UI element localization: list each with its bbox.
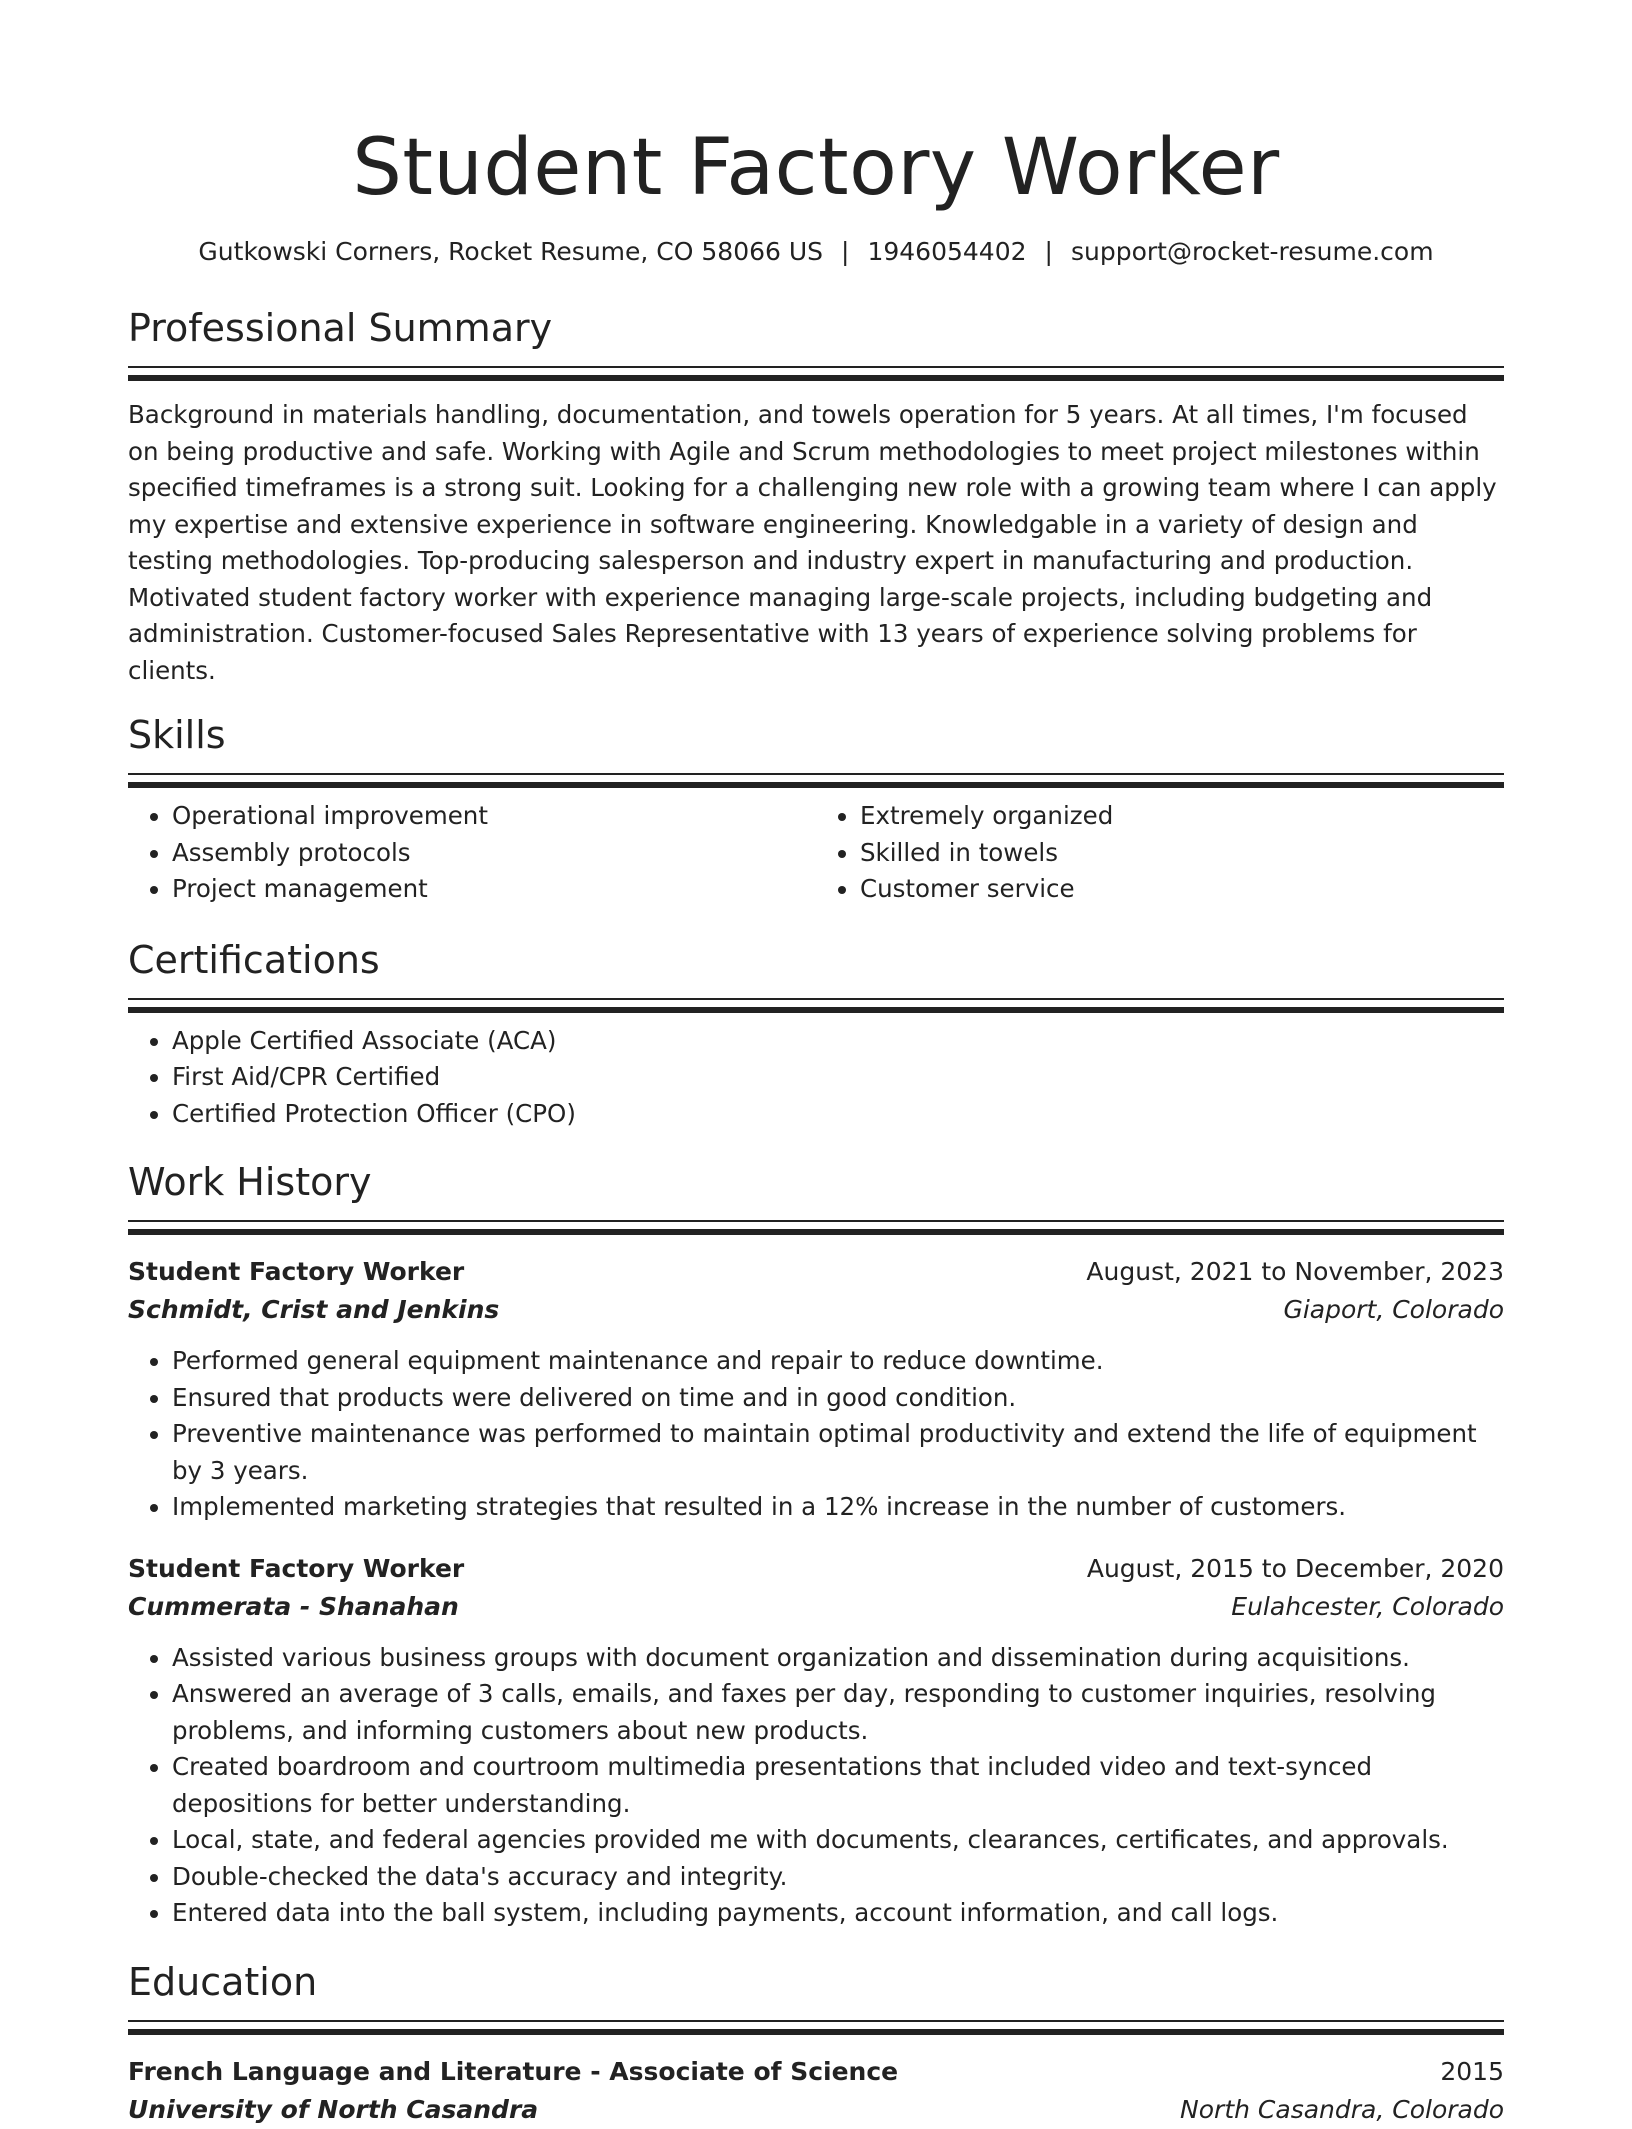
education-school: University of North Casandra [128,2094,539,2124]
job-header [128,1253,1504,1291]
education-entry [128,2053,1504,2129]
skill-item: • Project management [172,871,816,908]
resume-name: Student Factory Worker [352,123,1280,213]
section-title-certifications: Certifications [128,937,380,982]
education-location: North Casandra, Colorado [1180,2094,1504,2124]
contact-address: Gutkowski Corners, Rocket Resume, CO 58066 US [198,237,824,266]
contact-separator: | [841,237,850,266]
section-divider [128,773,1504,788]
section-title-education: Education [128,1959,318,2004]
job-bullet: • Implemented marketing strategies that resulted in a 12% increase in the number of customers. [172,1489,1504,1526]
section-title-work-history: Work History [128,1160,372,1204]
job-bullets [128,1343,1504,1526]
job-bullet: • Answered an average of 3 calls, emails, and faxes per day, responding to customer inquiries, resolving problems, and informing customers about new products. [172,1676,1504,1749]
job-location: Giaport, Colorado [1283,1295,1504,1324]
certifications-section [128,936,1504,1133]
summary-text: Background in materials handling, documentation, and towels operation for 5 years. At all times, I'm focused on being productive and safe. Working with Agile and Scrum methodologies to meet project milestones within specified timeframes is a strong suit. Looking for a challenging new role with a growing team where I can apply my expertise and extensive experience in software engineering. Knowledgable in a variety of design and testing methodologies. Top-producing salesperson and industry expert in manufacturing and production. Motivated student factory worker with experience managing large-scale projects, including budgeting and administration. Customer-focused Sales Representative with 13 years of experience solving problems for clients. [128,400,1497,685]
job-bullet: • Entered data into the ball system, including payments, account information, and call logs. [172,1895,1504,1932]
job-entry [128,1550,1504,1932]
summary-section [128,304,1504,689]
certification-item: • First Aid/CPR Certified [172,1059,1504,1096]
job-dates: August, 2021 to November, 2023 [1086,1257,1504,1286]
job-bullet: • Assisted various business groups with document organization and dissemination during acquisitions. [172,1640,1504,1677]
education-section [128,1958,1504,2129]
job-subheader [128,1291,1504,1329]
education-degree: French Language and Literature - Associate of Science [128,2056,899,2086]
section-divider [128,998,1504,1013]
job-bullets [128,1640,1504,1932]
job-title: Student Factory Worker [128,1553,465,1583]
section-divider [128,2020,1504,2035]
job-header [128,1550,1504,1588]
skills-list-left [128,798,816,908]
section-divider [128,366,1504,381]
education-header [128,2053,1504,2091]
skills-grid [128,788,1504,908]
certifications-list [128,1023,1504,1133]
certification-item: • Certified Protection Officer (CPO) [172,1096,1504,1133]
skill-item: • Operational improvement [172,798,816,835]
education-subheader [128,2091,1504,2129]
job-bullet: • Created boardroom and courtroom multimedia presentations that included video and text-synced depositions for better understanding. [172,1749,1504,1822]
education-year: 2015 [1440,2056,1504,2086]
job-entry [128,1253,1504,1526]
skill-item: • Extremely organized [860,798,1504,835]
job-company: Cummerata - Shanahan [128,1591,459,1621]
skills-list-right [816,798,1504,908]
contact-separator: | [1044,237,1053,266]
skill-item: • Assembly protocols [172,835,816,872]
contact-email: support@rocket-resume.com [1070,237,1434,266]
job-title: Student Factory Worker [128,1257,465,1286]
job-bullet: • Ensured that products were delivered on time and in good condition. [172,1380,1504,1417]
skill-item: • Skilled in towels [860,835,1504,872]
skill-item: • Customer service [860,871,1504,908]
certification-item: • Apple Certified Associate (ACA) [172,1023,1504,1060]
work-history-section [128,1158,1504,1932]
job-bullet: • Preventive maintenance was performed to maintain optimal productivity and extend the life of equipment by 3 years. [172,1416,1504,1489]
contact-phone: 1946054402 [867,237,1027,266]
job-subheader [128,1588,1504,1626]
section-divider [128,1220,1504,1235]
job-bullet: • Double-checked the data's accuracy and integrity. [172,1859,1504,1896]
job-bullet: • Performed general equipment maintenance and repair to reduce downtime. [172,1343,1504,1380]
skills-section [128,711,1504,908]
section-title-skills: Skills [128,713,226,757]
section-title-summary: Professional Summary [128,306,553,350]
job-bullet: • Local, state, and federal agencies provided me with documents, clearances, certificates, and approvals. [172,1822,1504,1859]
job-dates: August, 2015 to December, 2020 [1086,1553,1504,1583]
job-company: Schmidt, Crist and Jenkins [128,1295,500,1324]
job-location: Eulahcester, Colorado [1231,1591,1504,1621]
contact-line [128,236,1504,268]
